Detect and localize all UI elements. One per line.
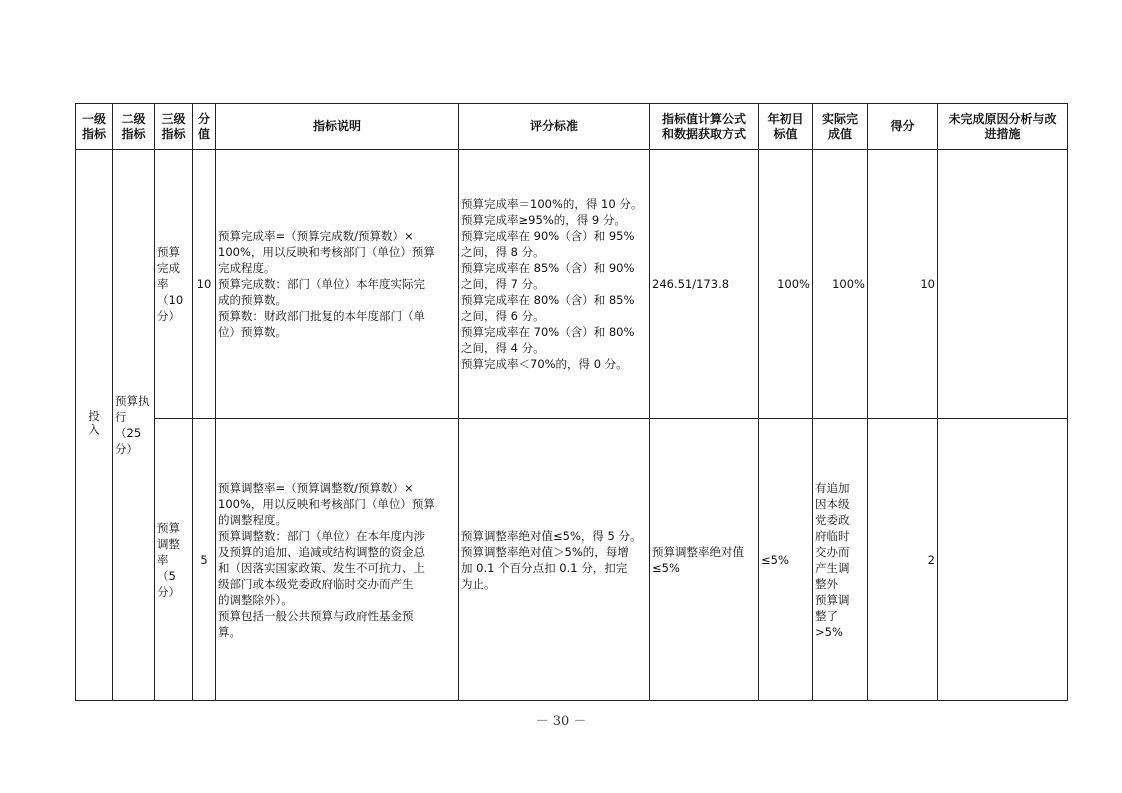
actual-cell: 有追加 因本级 党委政 府临时 交办而 产生调 整外 预算调 整了>5% [813,419,868,701]
table-row [76,419,1068,701]
header-criteria: 评分标准 [459,104,650,150]
header-level1: 一级 指标 [76,104,113,150]
obtained-cell: 2 [868,419,938,701]
formula-cell: 预算调整率绝对值 ≤5% [650,419,759,701]
description-cell: 预算调整率=（预算调整数/预算数）× 100%，用以反映和考核部门（单位）预算 的调整程度。 预算调整数：部门（单位）在本年度内涉 及预算的追加、追减或结构调整的资金总 和（因落实国家政策、发生不可抗力、上 级部门或本级党委政府临时交办而产生 的调整除外）。 预算包括一般公共预算与政府性基金预 算。 [216,419,459,701]
header-actual: 实际完 成值 [813,104,868,150]
header-level3: 三级 指标 [155,104,193,150]
header-formula: 指标值计算公式 和数据获取方式 [650,104,759,150]
level3-cell: 预算 完成 率 （10 分） [155,150,193,419]
formula-cell: 246.51/173.8 [650,150,759,419]
level1-value: 投入 [87,409,101,437]
analysis-cell [938,150,1068,419]
score-cell: 10 [193,150,216,419]
criteria-cell: 预算完成率＝100%的，得 10 分。 预算完成率≥95%的，得 9 分。 预算完成率在 90%（含）和 95% 之间，得 8 分。 预算完成率在 85%（含）和 90% 之间，得 7 分。 预算完成率在 80%（含）和 85% 之间，得 6 分。 预算完成率在 70%（含）和 80% 之间，得 4 分。 预算完成率＜70%的，得 0 分。 [459,150,650,419]
header-obtained: 得分 [868,104,938,150]
header-analysis: 未完成原因分析与改 进措施 [938,104,1068,150]
level3-cell: 预算 调整 率 （5 分） [155,419,193,701]
table-row [76,150,1068,419]
criteria-cell: 预算调整率绝对值≤5%，得 5 分。 预算调整率绝对值＞5%的，每增 加 0.1 个百分点扣 0.1 分，扣完 为止。 [459,419,650,701]
header-row [76,104,1068,150]
obtained-cell: 10 [868,150,938,419]
header-target: 年初目 标值 [759,104,813,150]
actual-cell: 100% [813,150,868,419]
analysis-cell [938,419,1068,701]
target-cell: 100% [759,150,813,419]
level1-cell [76,150,113,701]
page-number: － 30 － [535,714,587,729]
performance-evaluation-table [75,103,1068,701]
header-description: 指标说明 [216,104,459,150]
level2-cell: 预算执 行（25 分） [113,150,155,701]
header-level2: 二级 指标 [113,104,155,150]
description-cell: 预算完成率=（预算完成数/预算数）× 100%，用以反映和考核部门（单位）预算 完成程度。 预算完成数：部门（单位）本年度实际完 成的预算数。 预算数：财政部门批复的本年度部门（单 位）预算数。 [216,150,459,419]
score-cell: 5 [193,419,216,701]
header-score: 分 值 [193,104,216,150]
target-cell: ≤5% [759,419,813,701]
